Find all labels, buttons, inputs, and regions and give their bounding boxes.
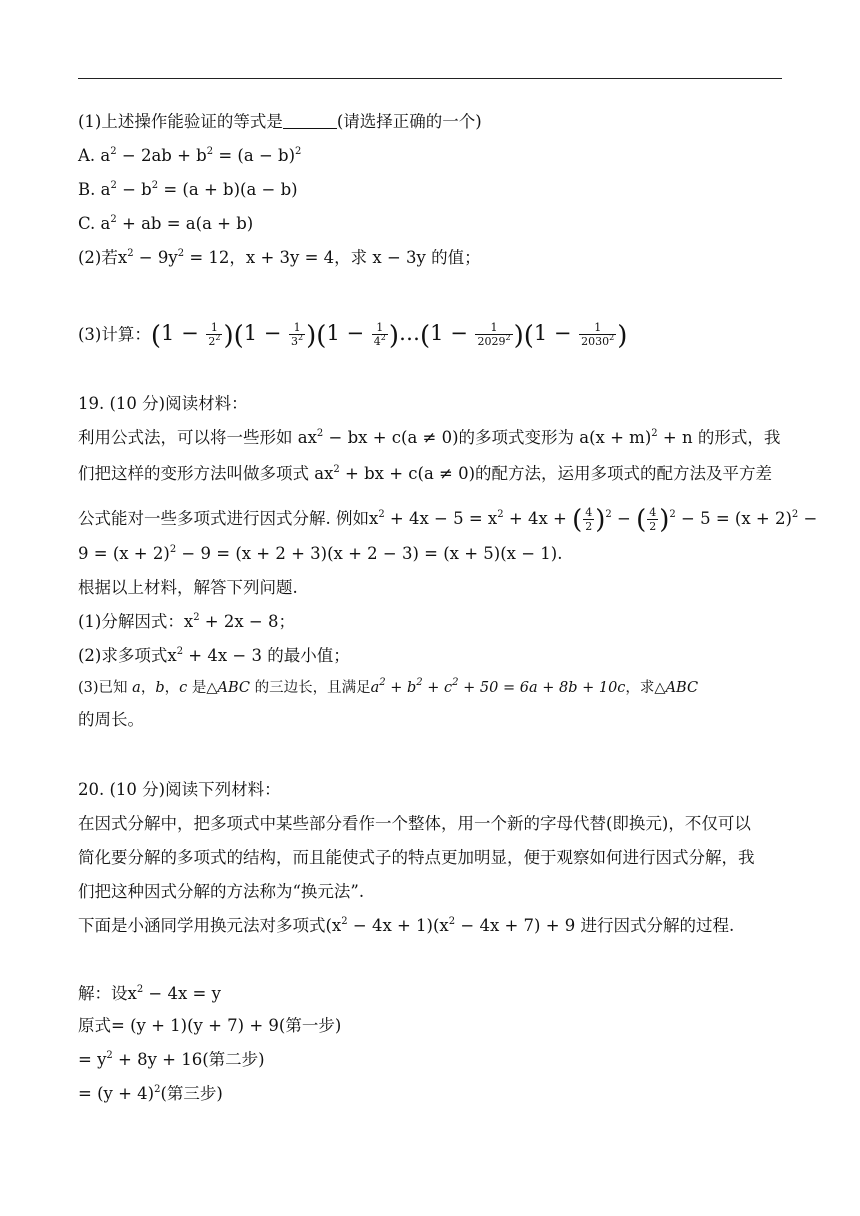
q19-part1: (1)分解因式：$x^2 + 2x - 8$； <box>78 612 295 631</box>
q19-para1: 利用公式法，可以将一些形如 $ax^2$ − bx + c(a ≠ 0)的多项式变形为 $a(x + m)^2 + n$ 的形式，我 <box>78 428 781 447</box>
q19-para4: $9 = (x + 2)^2 - 9 = (x + 2 + 3)(x + 2 - 3) = (x + 5)(x - 1)$. <box>78 544 563 563</box>
q19-para3: 公式能对一些多项式进行因式分解. 例如$x^2 + 4x - 5 = x^2 + 4x$ + ( $\frac{4}{2}$ )$^2$ − ( $\frac{4}{2}$ )$^2 - 5 = (x + 2)^2$ − <box>78 505 818 535</box>
q18-option-b: B. $a^2 - b^2 = (a + b)(a - b)$ <box>78 180 298 199</box>
q18-part3: (3)计算：(1 − $\frac{1}{2^2}$ )(1 − $\frac{1}{3^2}$ )(1 − $\frac{1}{4^2}$ )…(1 − $\frac{1}{2029^2}$ )(1 − $\frac{1}{2030^2}$ ) <box>78 320 628 351</box>
q18-part2: (2)若$x^2 - 9y^2 = 12$，x + 3y = 4，求 x − 3y 的值； <box>78 248 481 267</box>
q18-option-a: A. $a^2 - 2ab + b^2 = (a - b)^2$ <box>78 146 302 165</box>
q18-option-c: C. $a^2$ + ab = a(a + b) <box>78 214 254 233</box>
q19-para5: 根据以上材料，解答下列问题. <box>78 578 298 597</box>
q19-part3-tail: 的周长。 <box>78 710 144 729</box>
q20-solution: 解：设$x^2 - 4x = y$ <box>78 984 221 1003</box>
q20-header: 20. (10 分)阅读下列材料： <box>78 780 281 799</box>
q19-header: 19. (10 分)阅读材料： <box>78 394 248 413</box>
q18-part1: (1)上述操作能验证的等式是 (请选择正确的一个) <box>78 112 482 131</box>
q19-part2: (2)求多项式$x^2 + 4x - 3$ 的最小值； <box>78 646 350 665</box>
q20-step2: = $y^2 + 8y + 16$(第二步) <box>78 1050 265 1069</box>
q20-step3: = $(y + 4)^2$(第三步) <box>78 1084 223 1103</box>
q19-para2: 们把这样的变形方法叫做多项式 $ax^2$ + bx + c(a ≠ 0)的配方法，运用多项式的配方法及平方差 <box>78 464 773 483</box>
answer-blank <box>283 114 337 129</box>
q20-step1: 原式= (y + 1)(y + 7) + 9(第一步) <box>78 1016 342 1035</box>
q20-para2: 简化要分解的多项式的结构，而且能使式子的特点更加明显，便于观察如何进行因式分解，我 <box>78 848 755 867</box>
q20-para3: 们把这种因式分解的方法称为“换元法”. <box>78 882 365 901</box>
q20-para4: 下面是小涵同学用换元法对多项式$(x^2 - 4x + 1)(x^2 - 4x + 7) + 9$ 进行因式分解的过程. <box>78 916 735 935</box>
header-rule <box>78 78 782 79</box>
q19-part3: (3)已知 a，b，c 是△ABC 的三边长，且满足$a^2 + b^2 + c^2 + 50 = 6a + 8b + 10c$，求△ABC <box>78 677 699 696</box>
q20-para1: 在因式分解中，把多项式中某些部分看作一个整体，用一个新的字母代替(即换元)，不仅可以 <box>78 814 751 833</box>
